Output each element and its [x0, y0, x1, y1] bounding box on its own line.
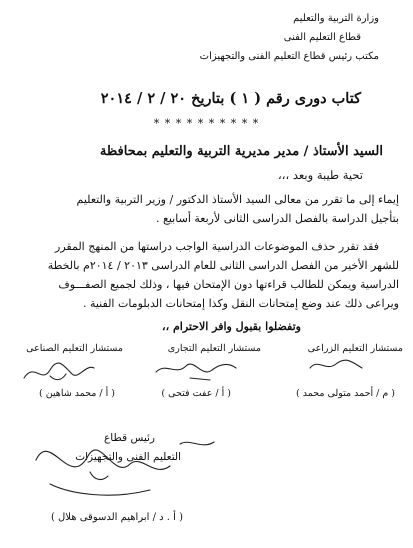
- circular-date-label: بتاريخ: [191, 90, 225, 107]
- paragraph-1-line-2: بتأجيل الدراسة بالفصل الدراسى الثانى لأربعة أسابيع .: [156, 212, 399, 225]
- closing: وتفضلوا بقبول وافر الاحترام ،،: [162, 320, 301, 333]
- signature-industrial: [20, 356, 100, 386]
- paragraph-2-line-4: ويراعى ذلك عند وضع إمتحانات النقل وكذا إمتحانات الدبلومات الفنية .: [82, 297, 399, 310]
- signatory-comm-name: ( أ / عفت فتحى ): [161, 388, 231, 399]
- circular-heading: [101, 90, 361, 107]
- signatory-agri-title: مستشار التعليم الزراعى: [307, 343, 403, 354]
- addressee: السيد الأستاذ / مدير مديرية التربية والتعليم بمحافظة: [99, 144, 383, 159]
- ministry-name: وزارة التربية والتعليم: [293, 13, 379, 24]
- signature-commercial: [150, 352, 240, 386]
- signature-agricultural: [306, 354, 366, 376]
- paragraph-2-line-2: للشهر الأخير من الفصل الدراسى الثانى للعام الدراسى ٢٠١٣ / ٢٠١٤م بالخطة: [47, 259, 399, 272]
- paragraph-2-line-1: فقد تقرر حذف الموضوعات الدراسية الواجب دراستها من المنهج المقرر: [55, 240, 379, 253]
- paragraph-1-line-1: إيماء إلى ما تقرر من معالى السيد الأستاذ الدكتور / وزير التربية والتعليم: [76, 193, 399, 206]
- paragraph-2-line-3: الدراسية ويمكن للطالب قراءتها دون الإمتحان فيها ، وذلك لجميع الصفـــوف: [58, 278, 399, 291]
- circular-date: ٢٠ / ٢ / ٢٠١٤: [100, 90, 187, 107]
- sector-name: قطاع التعليم الفنى: [283, 32, 361, 43]
- signatory-comm-title: مستشار التعليم التجارى: [167, 343, 261, 354]
- head-title-line-1: رئيس قطاع: [104, 432, 155, 444]
- circular-prefix: كتاب دورى رقم: [266, 90, 361, 107]
- signatory-agri-name: ( م / أحمد متولى محمد ): [296, 388, 395, 399]
- signatory-ind-title: مستشار التعليم الصناعى: [26, 343, 123, 354]
- circular-number: ( ١ ): [229, 90, 262, 107]
- signature-sector-head: [30, 420, 230, 510]
- greeting: تحية طيبة وبعد ،،،: [278, 168, 363, 182]
- head-name: ( أ . د / ابراهيم الدسوقى هلال ): [50, 512, 183, 523]
- head-title-line-2: التعليم الفنى والتجهيزات: [75, 451, 181, 463]
- office-name: مكتب رئيس قطاع التعليم الفنى والتجهيزات: [199, 51, 379, 62]
- signatory-ind-name: ( أ / محمد شاهين ): [38, 388, 115, 399]
- separator-stars: * * * * * * * * * *: [153, 117, 260, 130]
